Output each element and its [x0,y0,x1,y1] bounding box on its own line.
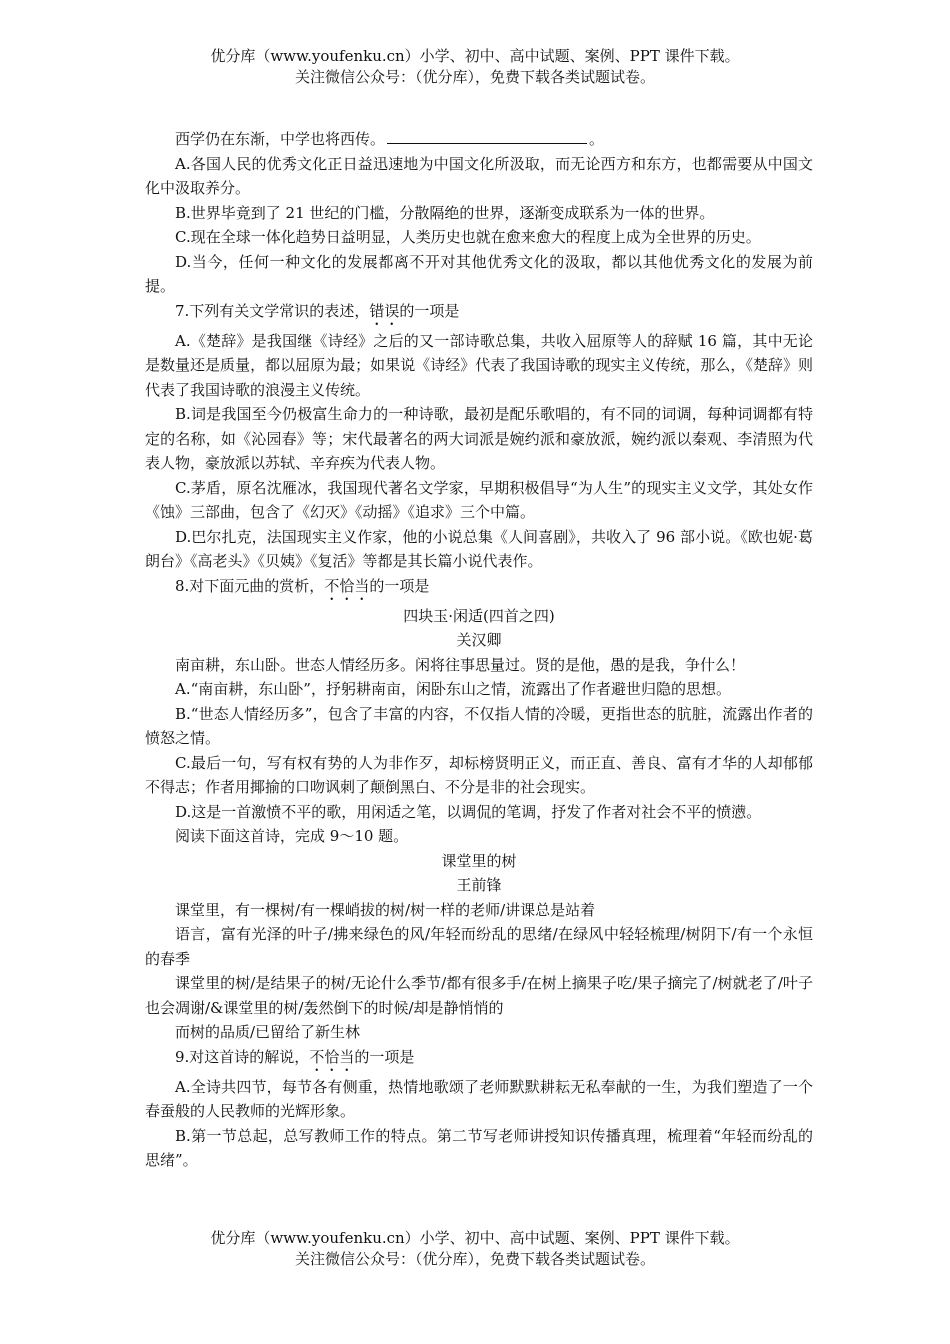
emphasis-text: 不恰当 [324,576,370,595]
q8-stem: 8.对下面元曲的赏析，不恰当的一项是 [175,576,430,595]
q6-option-a: A.各国人民的优秀文化正日益迅速地为中国文化所汲取，而无论西方和东方，也都需要从中国文化中汲取养分。 [145,154,813,197]
q6-stem: 西学仍在东渐，中学也将西传。 。 [175,130,605,148]
emphasis-text: 不恰当 [309,1047,355,1066]
q8-poem-author: 关汉卿 [456,631,502,649]
emphasis-text: 错误 [369,301,400,320]
q9-option-a: A.全诗共四节，每节各有侧重，热情地歌颂了老师默默耕耘无私奉献的一生，为我们塑造了一个春蚕般的人民教师的光辉形象。 [145,1077,813,1120]
q8-poem-text: 南亩耕，东山卧。世态人情经历多。闲将往事思量过。贤的是他，愚的是我，争什么！ [175,655,746,674]
poem-stanza-4: 而树的品质/已留给了新生林 [175,1023,361,1041]
q7-stem: 7.下列有关文学常识的表述，错误的一项是 [175,301,460,320]
q7-option-c: C.茅盾，原名沈雁冰，我国现代著名文学家，早期积极倡导“为人生”的现实主义文学，其处女作《蚀》三部曲，包含了《幻灭》《动摇》《追求》三个中篇。 [145,478,813,521]
document-body [145,127,813,1173]
q6-option-c: C.现在全球一体化趋势日益明显，人类历史也就在愈来愈大的程度上成为全世界的历史。 [175,228,761,246]
reading-intro: 阅读下面这首诗，完成 9～10 题。 [175,827,409,845]
header-line-1: 优分库（www.youfenku.cn）小学、初中、高中试题、案例、PPT 课件下载。 [210,47,740,65]
reading-poem-title: 课堂里的树 [441,851,517,870]
header-line-2: 关注微信公众号：（优分库），免费下载各类试题试卷。 [294,68,655,86]
q8-option-c: C.最后一句，写有权有势的人为非作歹，却标榜贤明正义，而正直、善良、富有才华的人却郁郁不得志；作者用揶揄的口吻讽刺了颠倒黑白、不分是非的社会现实。 [145,753,813,796]
q8-option-a: A.“南亩耕，东山卧”，抒躬耕南亩，闲卧东山之情，流露出了作者避世归隐的思想。 [175,680,731,698]
reading-poem-author: 王前锋 [456,876,502,894]
q7-option-d: D.巴尔扎克，法国现实主义作家，他的小说总集《人间喜剧》，共收入了 96 部小说。《欧也妮·葛朗台》《高老头》《贝姨》《复活》等都是其长篇小说代表作。 [145,527,813,570]
footer-line-2: 关注微信公众号：（优分库），免费下载各类试题试卷。 [294,1250,655,1268]
q8-poem-title: 四块玉·闲适(四首之四) [403,606,555,625]
q6-option-d: D.当今，任何一种文化的发展都离不开对其他优秀文化的汲取，都以其他优秀文化的发展为前提。 [145,252,813,295]
q7-option-b: B.词是我国至今仍极富生命力的一种诗歌，最初是配乐歌唱的，有不同的词调，每种词调都有特定的名称，如《沁园春》等；宋代最著名的两大词派是婉约派和豪放派，婉约派以秦观、李清照为代表人物，豪放派以苏轼、辛弃疾为代表人物。 [145,405,813,472]
q8-option-d: D.这是一首激愤不平的歌，用闲适之笔，以调侃的笔调，抒发了作者对社会不平的愤懑。 [175,802,762,821]
poem-stanza-3: 课堂里的树/是结果子的树/无论什么季节/都有很多手/在树上摘果子吃/果子摘完了/树就老了/叶子也会凋谢/&课堂里的树/轰然倒下的时候/却是静悄悄的 [145,974,813,1017]
q9-option-b: B.第一节总起，总写教师工作的特点。第二节写老师讲授知识传播真理，梳理着“年轻而纷乱的思绪”。 [145,1126,813,1169]
page-header [0,46,950,88]
q9-stem: 9.对这首诗的解说，不恰当的一项是 [175,1047,415,1066]
page-footer [0,1228,950,1270]
q8-option-b: B.“世态人情经历多”，包含了丰富的内容，不仅指人情的冷暖，更指世态的肮脏，流露出作者的愤怒之情。 [145,704,813,747]
q6-option-b: B.世界毕竟到了 21 世纪的门槛，分散隔绝的世界，逐渐变成联系为一体的世界。 [175,203,715,222]
answer-blank [387,129,587,144]
footer-line-1: 优分库（www.youfenku.cn）小学、初中、高中试题、案例、PPT 课件下载。 [210,1229,740,1247]
poem-stanza-1: 课堂里，有一棵树/有一棵峭拔的树/树一样的老师/讲课总是站着 [175,900,596,919]
q7-option-a: A.《楚辞》是我国继《诗经》之后的又一部诗歌总集，共收入屈原等人的辞赋 16 篇，其中无论是数量还是质量，都以屈原为最；如果说《诗经》代表了我国诗歌的现实主义传统，那么，《楚辞》则代表了我国诗歌的浪漫主义传统。 [145,331,813,399]
poem-stanza-2: 语言，富有光泽的叶子/拂来绿色的风/年轻而纷乱的思绪/在绿风中轻轻梳理/树阴下/有一个永恒的春季 [145,925,813,968]
